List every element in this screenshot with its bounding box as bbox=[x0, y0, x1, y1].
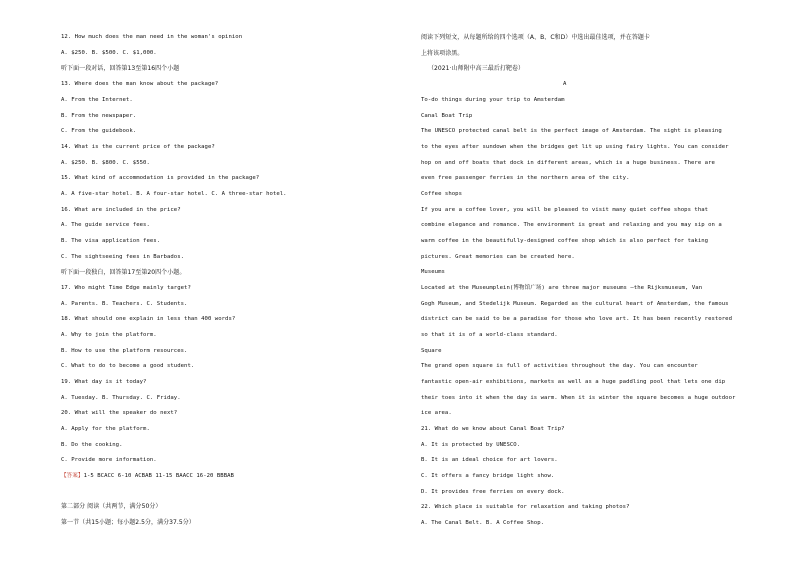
option-21c: C. It offers a fancy bridge light show. bbox=[421, 473, 555, 479]
paragraph-line: combine elegance and romance. The environment is great and relaxing and you may sip on a bbox=[421, 222, 722, 228]
question-17: 17. Who might Time Edge mainly target? bbox=[61, 285, 191, 291]
question-21: 21. What do we know about Canal Boat Trip? bbox=[421, 426, 565, 432]
reading-instruction-line2: 上将该项涂黑。 bbox=[421, 50, 464, 57]
answer-key bbox=[61, 473, 234, 480]
question-18: 18. What should one explain in less than 400 words? bbox=[61, 316, 236, 322]
option-16c: C. The sightseeing fees in Barbados. bbox=[61, 254, 185, 260]
options-22: A. The Canal Belt. B. A Coffee Shop. bbox=[421, 520, 545, 526]
question-15: 15. What kind of accommodation is provided in the package? bbox=[61, 175, 260, 181]
heading-canal-boat-trip: Canal Boat Trip bbox=[421, 113, 473, 119]
option-13c: C. From the guidebook. bbox=[61, 128, 137, 134]
question-14: 14. What is the current price of the package? bbox=[61, 144, 215, 150]
dialogue-instruction-13-16: 听下面一段对话，回答第13至第16四个小题 bbox=[61, 65, 180, 72]
paragraph-line: The UNESCO protected canal belt is the perfect image of Amsterdam. The sight is pleasing bbox=[421, 128, 722, 134]
monologue-instruction-17-20: 听下面一段独白，回答第17至第20四个小题。 bbox=[61, 269, 186, 276]
question-22: 22. Which place is suitable for relaxation and taking photos? bbox=[421, 504, 630, 510]
source-note: （2021·山师附中高三最后打靶卷） bbox=[428, 65, 525, 72]
question-13: 13. Where does the man know about the package? bbox=[61, 81, 219, 87]
option-20c: C. Provide more information. bbox=[61, 457, 157, 463]
option-21a: A. It is protected by UNESCO. bbox=[421, 442, 521, 448]
paragraph-line: so that it is of a world-class standard. bbox=[421, 332, 558, 338]
question-16: 16. What are included in the price? bbox=[61, 207, 181, 213]
question-20: 20. What will the speaker do next? bbox=[61, 410, 178, 416]
section-title: 第二部分 阅读（共两节，满分50分） bbox=[61, 503, 162, 510]
options-12: A. $250. B. $500. C. $1,000. bbox=[61, 50, 157, 56]
option-21d: D. It provides free ferries on every dock. bbox=[421, 489, 565, 495]
paragraph-line: even free passenger ferries in the northern area of the city. bbox=[421, 175, 630, 181]
heading-square: Square bbox=[421, 348, 442, 354]
paragraph-line: fantastic open-air exhibitions, markets as well as a huge paddling pool that lets one dip bbox=[421, 379, 726, 385]
option-20a: A. Apply for the platform. bbox=[61, 426, 150, 432]
heading-coffee-shops: Coffee shops bbox=[421, 191, 463, 197]
paragraph-line: district can be said to be a paradise for those who love art. It has been recently restored bbox=[421, 316, 733, 322]
options-19: A. Tuesday. B. Thursday. C. Friday. bbox=[61, 395, 181, 401]
reading-instruction-line1: 阅读下列短文，从每题所给的四个选项（A、B、C和D）中选出最佳选项，并在答题卡 bbox=[421, 34, 650, 41]
question-19: 19. What day is it today? bbox=[61, 379, 147, 385]
paragraph-line: If you are a coffee lover, you will be pleased to visit many quiet coffee shops that bbox=[421, 207, 709, 213]
paragraph-line: Located at the Museumplein(博物馆广场) are three major museums —the Rijksmuseum, Van bbox=[421, 285, 703, 291]
paragraph-line: warm coffee in the beautifully-designed coffee shop which is also perfect for taking bbox=[421, 238, 709, 244]
paragraph-line: hop on and off boats that dock in different areas, which is a huge business. There are bbox=[421, 160, 715, 166]
paragraph-line: Gogh Museum, and Stedelijk Museum. Regarded as the cultural heart of Amsterdam, the famous bbox=[421, 301, 729, 307]
heading-museums: Museums bbox=[421, 269, 445, 275]
option-18c: C. What to do to become a good student. bbox=[61, 363, 195, 369]
answer-label: 【答案】 bbox=[61, 473, 84, 479]
passage-letter: A bbox=[563, 81, 567, 87]
option-16a: A. The guide service fees. bbox=[61, 222, 150, 228]
option-18a: A. Why to join the platform. bbox=[61, 332, 157, 338]
option-16b: B. The visa application fees. bbox=[61, 238, 161, 244]
answer-text: 1-5 BCACC 6-10 ACBAB 11-15 BAACC 16-20 BBBAB bbox=[83, 473, 234, 479]
paragraph-line: ice area. bbox=[421, 410, 452, 416]
option-18b: B. How to use the platform resources. bbox=[61, 348, 188, 354]
options-14: A. $250. B. $800. C. $550. bbox=[61, 160, 150, 166]
paragraph-line: The grand open square is full of activities throughout the day. You can encounter bbox=[421, 363, 698, 369]
options-15: A. A five-star hotel. B. A four-star hotel. C. A three-star hotel. bbox=[61, 191, 287, 197]
paragraph-line: to the eyes after sundown when the bridges get lit up using fairy lights. You can consider bbox=[421, 144, 729, 150]
option-20b: B. Do the cooking. bbox=[61, 442, 123, 448]
option-13a: A. From the Internet. bbox=[61, 97, 133, 103]
passage-title: To-do things during your trip to Amsterdam bbox=[421, 97, 565, 103]
options-17: A. Parents. B. Teachers. C. Students. bbox=[61, 301, 188, 307]
paragraph-line: their toes into it when the day is warm. When it is winter the square becomes a huge outdoor bbox=[421, 395, 736, 401]
option-13b: B. From the newspaper. bbox=[61, 113, 137, 119]
question-12: 12. How much does the man need in the woman's opinion bbox=[61, 34, 243, 40]
paragraph-line: pictures. Great memories can be created here. bbox=[421, 254, 575, 260]
option-21b: B. It is an ideal choice for art lovers. bbox=[421, 457, 558, 463]
section-subtitle: 第一节（共15小题；每小题2.5分，满分37.5分） bbox=[61, 519, 195, 526]
